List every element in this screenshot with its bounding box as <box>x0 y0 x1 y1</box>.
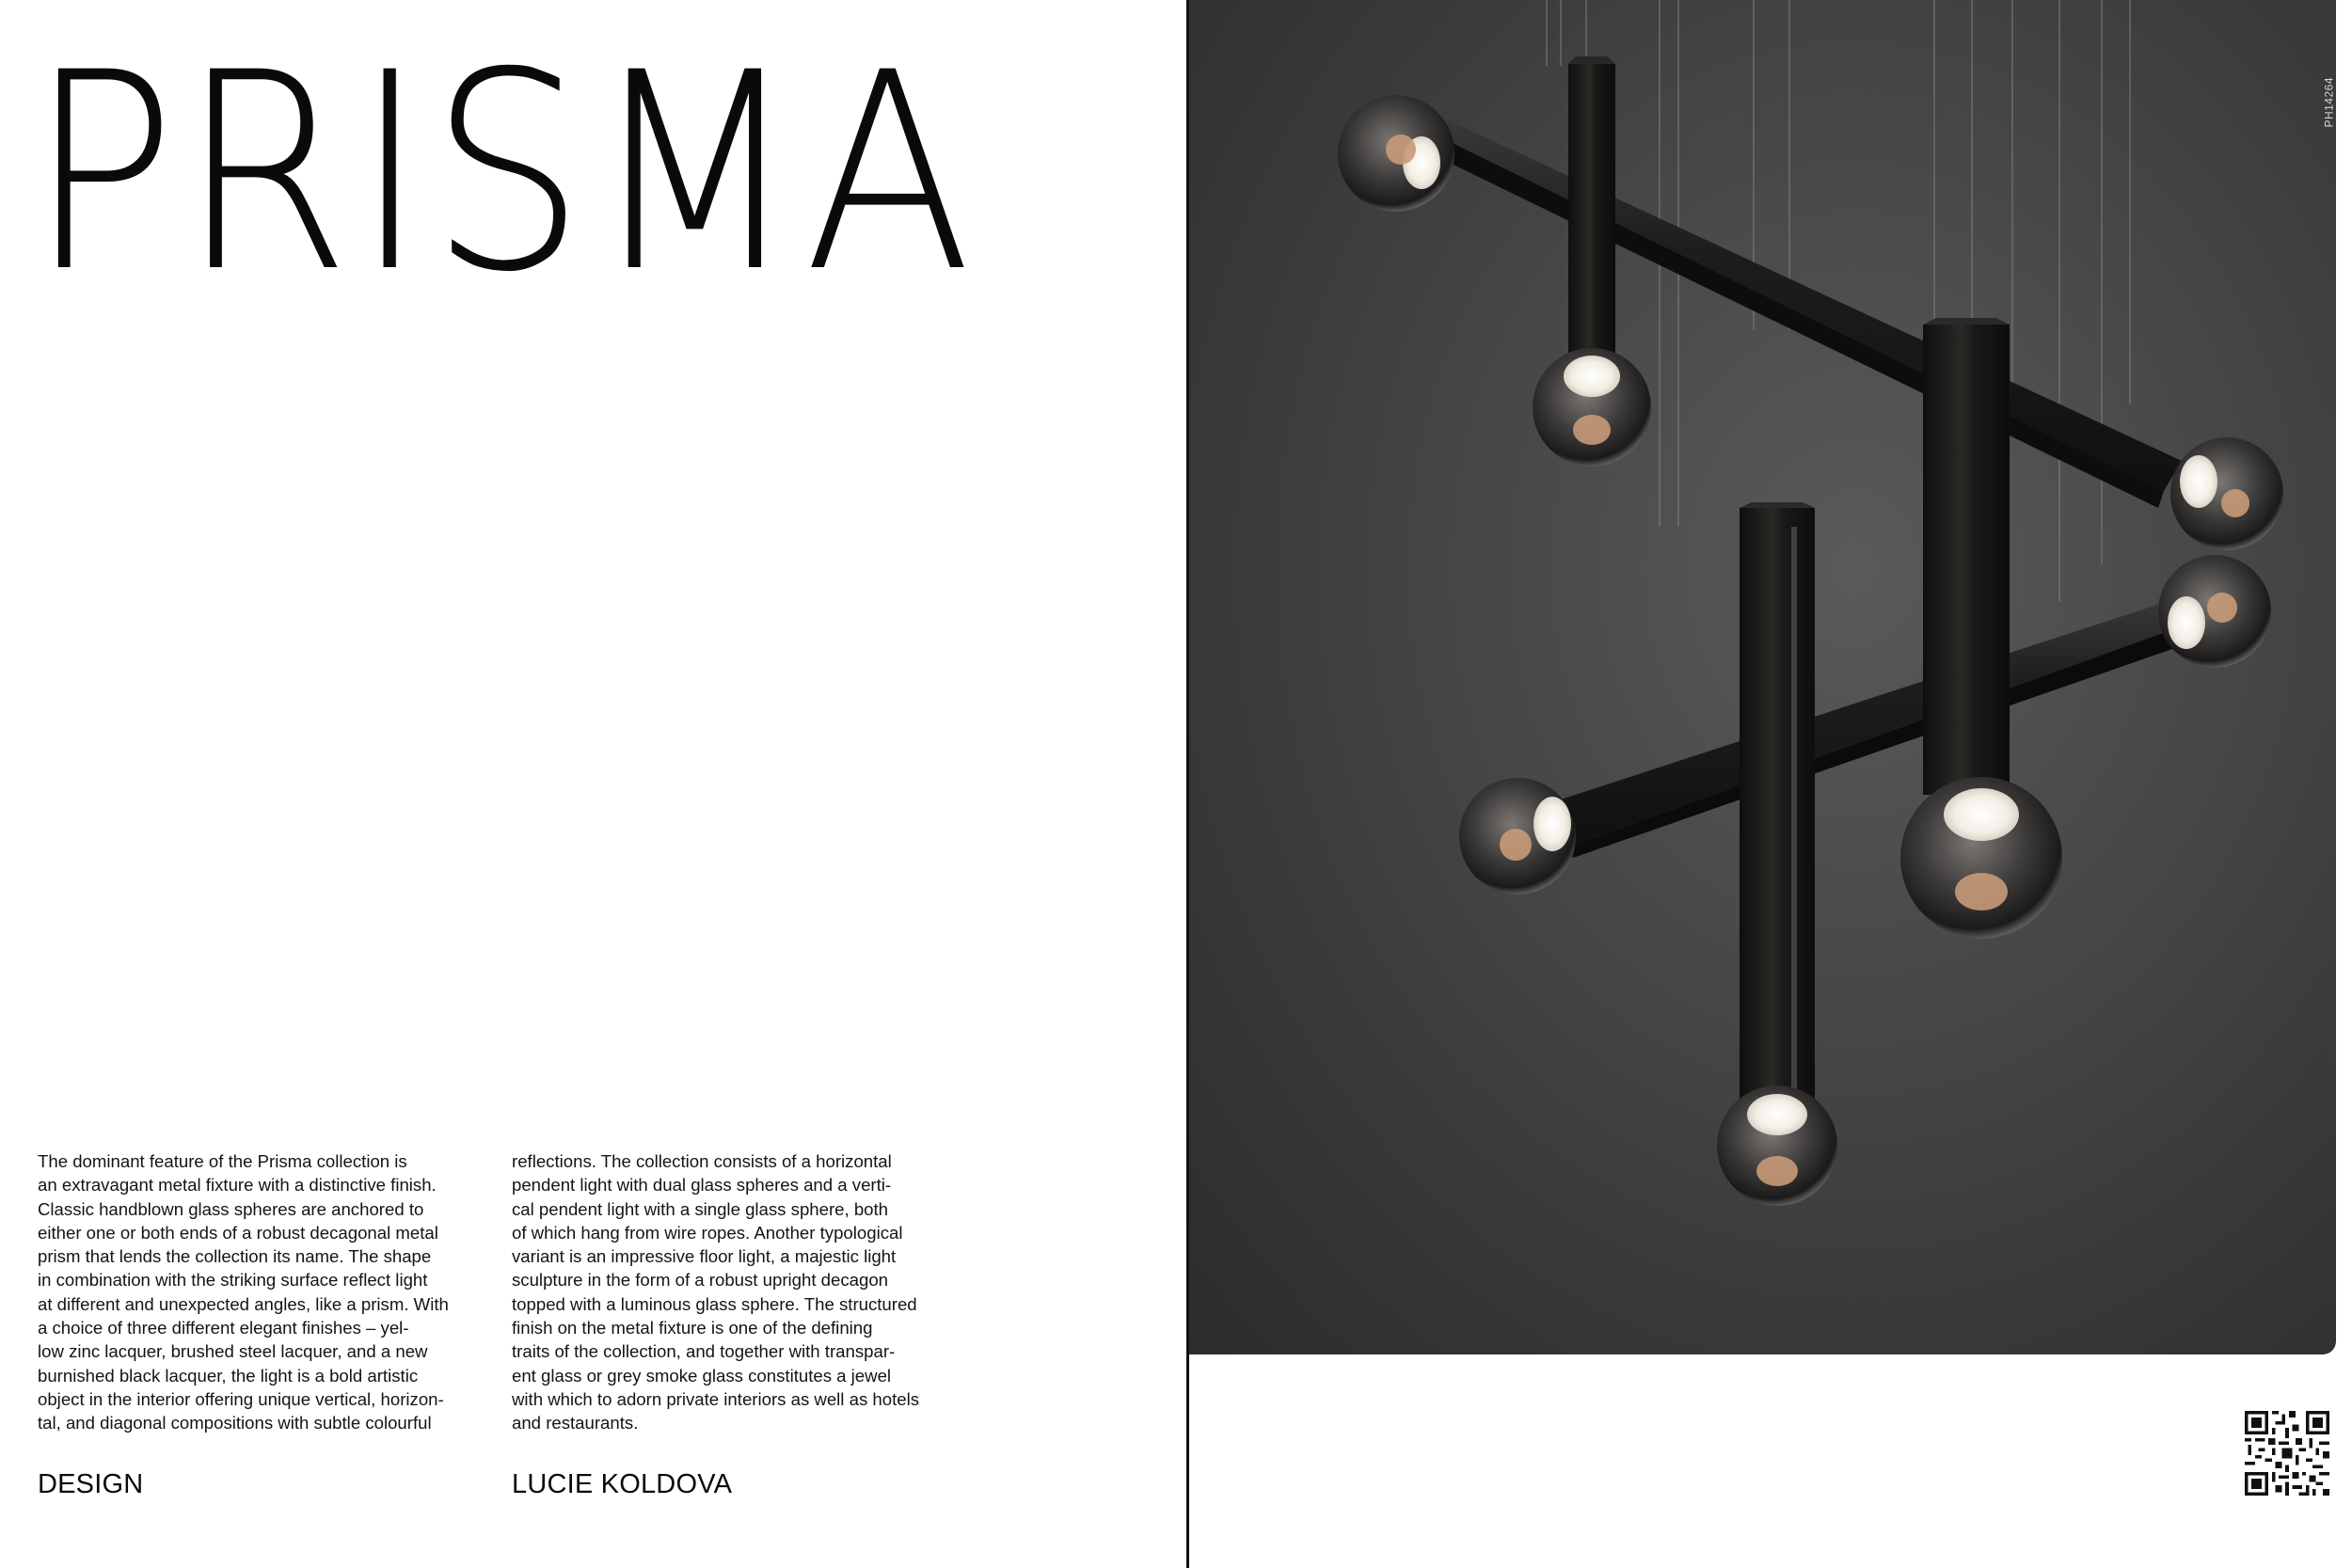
body-text-column-2: reflections. The collection consists of a horizontal pendent light with dual glass spheres and a verti- cal pendent light with a single glass sphere, both of which hang from wire ropes. Another typological variant is an impressive floor light, a majestic light sculpture in the form of a robust upright decagon topped with a luminous glass sphere. The structured finish on the metal fixture is one of the defining traits of the collection, and together with transpar- ent glass or grey smoke glass constitutes a jewel with which to adorn private interiors as well as hotels and restaurants. <box>512 1151 920 1433</box>
prisma-lights-illustration <box>1189 0 2336 1354</box>
design-label: DESIGN <box>38 1469 144 1499</box>
photo-code: PH14264 <box>2323 77 2336 128</box>
page-title: PRISMA <box>28 15 976 332</box>
product-photo <box>1189 0 2336 1354</box>
lower-diagonal-pendant <box>1459 555 2271 895</box>
diagonal-pendant <box>1338 95 2283 550</box>
vertical-pendant-center <box>1717 502 1837 1206</box>
designer-name: LUCIE KOLDOVA <box>512 1469 733 1499</box>
vertical-pendant-top <box>1533 56 1651 467</box>
wire-ropes <box>1547 0 2130 602</box>
body-text-column-1: The dominant feature of the Prisma collection is an extravagant metal fixture with a distinctive finish. Classic handblown glass spheres are anchored to either one or both ends of a robust decagonal metal prism that lends the collection its name. The shape in combination with the striking surface reflect light at different and unexpected angles, like a prism. With a choice of three different elegant finishes – yel- low zinc lacquer, brushed steel lacquer, and a new burnished black lacquer, the light is a bold artistic object in the interior offering unique vertical, horizon- tal, and diagonal compositions with subtle colourful <box>38 1151 449 1433</box>
right-page <box>1189 0 2352 1568</box>
qr-code[interactable] <box>2245 1411 2329 1496</box>
